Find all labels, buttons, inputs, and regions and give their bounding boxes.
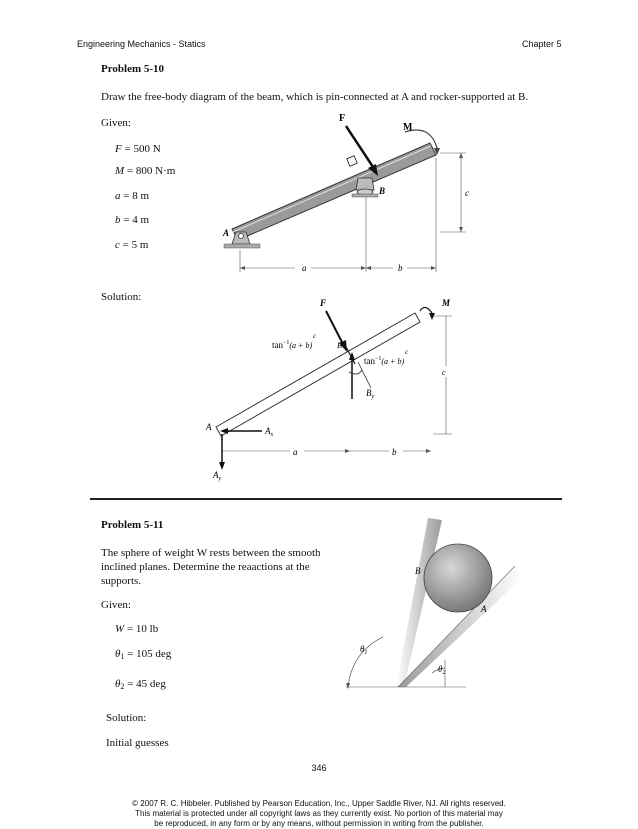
fbd-tan-2: $\tan^{-1}(a + b)$ [364,356,405,366]
fbd-label-M: M [442,298,451,308]
label-a: a [302,263,307,273]
fbd-label-Ax: $A_x$ [265,426,274,438]
solution-label-5-10: Solution: [101,291,142,303]
given-W: W = 10 lb [115,623,159,635]
label-theta2: $\theta_2$ [438,664,446,676]
given-M: M = 800 N·m [115,165,176,177]
fbd-label-a: a [293,447,298,457]
given-a: a = 8 m [115,190,150,202]
fbd-label-c: c [442,368,446,377]
label-F: F [339,113,346,124]
initial-guesses-label: Initial guesses [106,737,169,749]
given-theta1: $\theta_1 = 105$ deg [115,648,172,661]
given-theta2: $\theta_2 = 45$ deg [115,678,166,691]
svg-text:c: c [313,332,317,340]
svg-text:c: c [405,348,409,356]
fbd-label-F: F [320,298,327,308]
problem-5-11-statement: The sphere of weight W rests between the smooth inclined planes. Determine the reaactions at the supports. [101,547,321,587]
fbd-label-A: A [206,422,212,432]
fbd-label-By: $B_y$ [366,388,375,400]
theta1-arc [348,637,383,687]
given-label: Given: [101,117,131,129]
label-B-sphere: B [415,566,421,576]
label-M: M [403,122,413,133]
label-A: A [223,228,230,238]
given-F: F = 500 N [115,143,161,155]
problem-5-11-title: Problem 5-11 [101,519,164,531]
problem-5-10-title: Problem 5-10 [101,63,165,75]
label-c: c [465,188,469,198]
given-c: c = 5 m [115,239,149,251]
given-label-5-11: Given: [101,599,131,611]
label-theta1: $\theta_1$ [360,644,368,656]
label-B: B [379,186,386,196]
header-left: Engineering Mechanics - Statics [77,39,206,49]
fbd-label-B: B [337,341,342,350]
page-number: 346 [311,763,327,773]
copyright-footer: © 2007 R. C. Hibbeler. Published by Pearson Education, Inc., Upper Saddle River, NJ. All rights reserved. This material is protected under all copyright laws as they currently exist. No portion of this material may be reproduced, in any form or by any means, without permission in writing from the publisher. [132,799,506,828]
fbd-tan-1: $\tan^{-1}(a + b)$ [272,340,313,350]
sphere [424,544,492,612]
given-b: b = 4 m [115,214,150,226]
solution-label-5-11: Solution: [106,712,147,724]
header-right: Chapter 5 [522,39,562,49]
fbd-label-Ay: $A_y$ [213,470,222,482]
label-b: b [398,263,403,273]
fbd-label-b: b [392,447,397,457]
label-A-sphere: A [481,604,487,614]
statement-text: Draw the free-body diagram of the beam, which is pin-connected at A and rocker-supported at B. [101,91,529,103]
